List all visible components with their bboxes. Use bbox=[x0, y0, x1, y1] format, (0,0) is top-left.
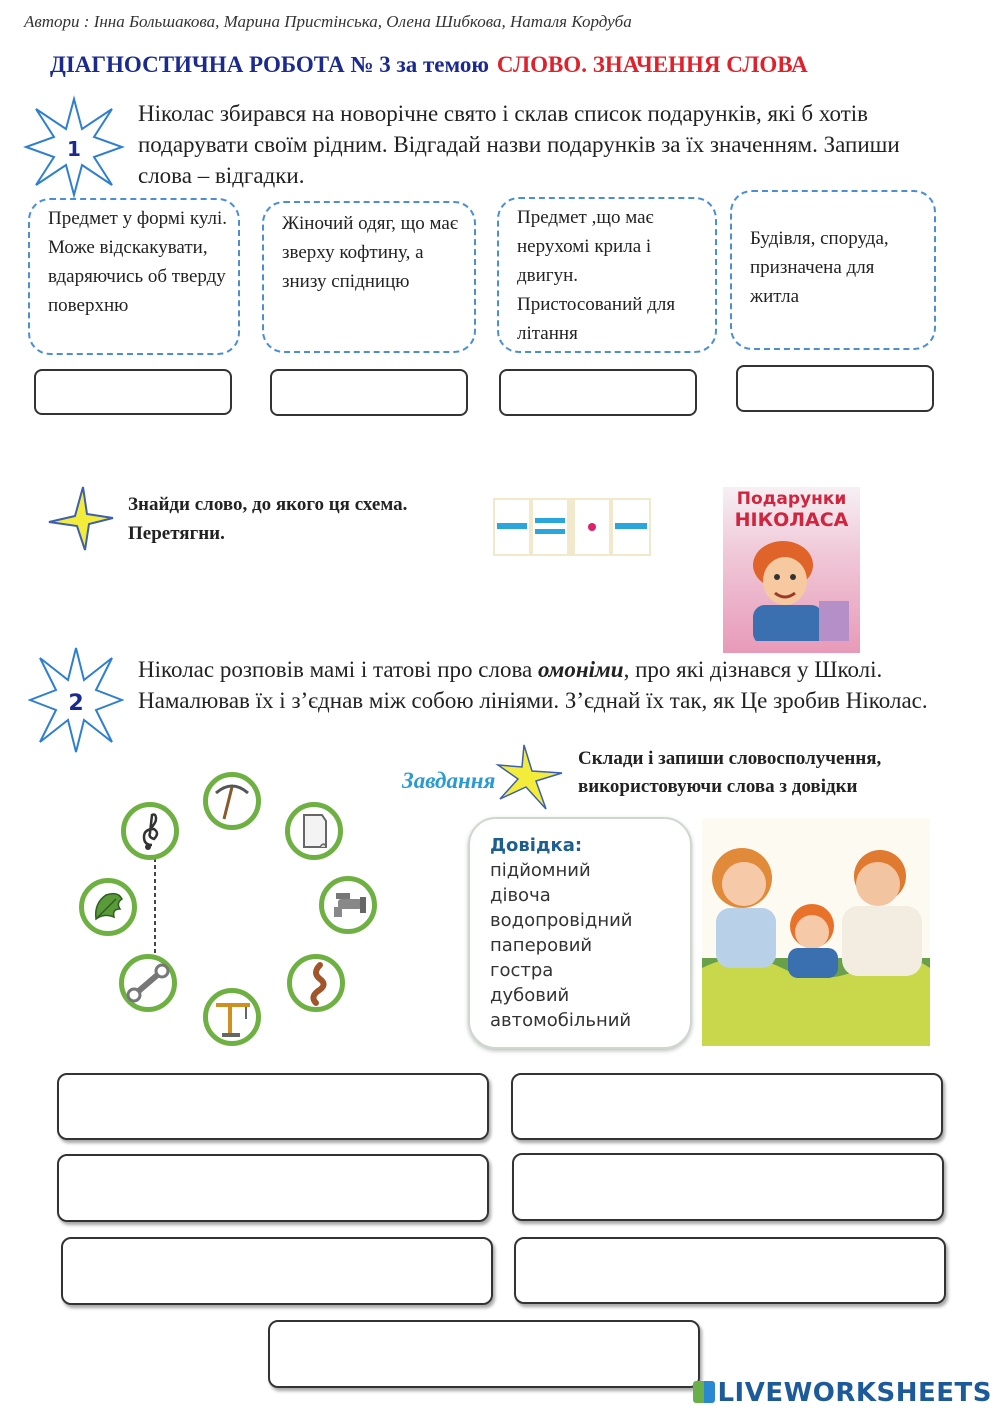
reference-word: паперовий bbox=[490, 935, 593, 956]
clue-house: Будівля, споруда, призначена для житла bbox=[730, 190, 936, 350]
treble-clef-icon[interactable] bbox=[121, 802, 179, 860]
reference-header: Довідка: bbox=[490, 835, 583, 856]
phrase-input-2[interactable] bbox=[511, 1073, 943, 1140]
task1-text: Ніколас збирався на новорічне свято і склав список подарунків, які б хотів подарувати своїм рідним. Відгадай назви подарунків за їх значенням. Запиши слова – відгадки. bbox=[138, 101, 900, 188]
boy-illustration-icon bbox=[723, 531, 860, 641]
title-prefix: ДІАГНОСТИЧНА РОБОТА № 3 за темою bbox=[50, 52, 489, 77]
clue-ball: Предмет у формі кулі. Може відскакувати, вдаряючись об тверду поверхню bbox=[28, 198, 240, 355]
task1-number: 1 bbox=[67, 137, 81, 161]
book-cover bbox=[723, 487, 860, 653]
word-scheme-icon[interactable] bbox=[493, 498, 651, 556]
task2-text-after: , про які дізнався у Школі. Намалював їх і з’єднав між собою лініями. З’єднай їх так, як Це зробив Ніколас. bbox=[138, 657, 928, 713]
task2-text-before: Ніколас розповів мамі і татові про слова bbox=[138, 657, 538, 682]
scheme-task-line2: Перетягни. bbox=[128, 523, 225, 544]
crane-icon[interactable] bbox=[203, 988, 261, 1046]
page-title bbox=[50, 52, 808, 78]
subtask-label: Завдання bbox=[402, 768, 496, 793]
worm-icon[interactable] bbox=[287, 954, 345, 1012]
task2-text bbox=[138, 654, 958, 716]
subtask-line2: використовуючи слова з довідки bbox=[578, 776, 858, 797]
reference-word: дубовий bbox=[490, 985, 570, 1006]
phrase-input-7[interactable] bbox=[268, 1320, 700, 1388]
wrench-icon[interactable] bbox=[119, 954, 177, 1012]
book-title-line2: НІКОЛАСА bbox=[734, 509, 849, 531]
phrase-input-1[interactable] bbox=[57, 1073, 489, 1140]
task2-text-emphasis: омоніми bbox=[538, 657, 624, 682]
logo-icon bbox=[693, 1381, 715, 1403]
yellow-star-icon bbox=[45, 484, 115, 554]
clue-airplane: Предмет ,що має нерухомі крила і двигун. Пристосований для літання bbox=[497, 197, 717, 353]
footer-text: LIVEWORKSHEETS bbox=[717, 1378, 992, 1408]
homonym-icons-area bbox=[75, 768, 395, 1048]
family-illustration-icon bbox=[702, 818, 930, 1046]
reference-word: водопровідний bbox=[490, 910, 633, 931]
authors-line: Автори : Інна Большакова, Марина Пристінська, Олена Шибкова, Наталя Кордуба bbox=[24, 12, 632, 31]
reference-box bbox=[468, 817, 692, 1049]
paper-sheet-icon[interactable] bbox=[285, 802, 343, 860]
task1-badge-icon bbox=[22, 95, 126, 199]
book-title-line1: Подарунки bbox=[736, 489, 847, 509]
answer-input-4[interactable] bbox=[736, 365, 934, 412]
phrase-input-6[interactable] bbox=[514, 1237, 946, 1304]
phrase-input-4[interactable] bbox=[512, 1153, 944, 1221]
clue-dress: Жіночий одяг, що має зверху кофтину, а знизу спідницю bbox=[262, 201, 476, 353]
oak-leaf-icon[interactable] bbox=[79, 878, 137, 936]
task2-number: 2 bbox=[68, 691, 84, 716]
water-tap-icon[interactable] bbox=[319, 876, 377, 934]
phrase-input-5[interactable] bbox=[61, 1237, 493, 1305]
reference-word: гостра bbox=[490, 960, 554, 981]
yellow-star-icon-2 bbox=[494, 743, 566, 811]
answer-input-1[interactable] bbox=[34, 369, 232, 415]
phrase-input-3[interactable] bbox=[57, 1154, 489, 1222]
reference-word: автомобільний bbox=[490, 1010, 632, 1031]
answer-input-3[interactable] bbox=[499, 369, 697, 416]
scheme-task-line1: Знайди слово, до якого ця схема. bbox=[128, 494, 408, 515]
subtask-line1: Склади і запиши словосполучення, bbox=[578, 748, 882, 769]
pickaxe-icon[interactable] bbox=[203, 772, 261, 830]
reference-word: дівоча bbox=[490, 885, 551, 906]
reference-word: підйомний bbox=[490, 860, 591, 881]
answer-input-2[interactable] bbox=[270, 369, 468, 416]
task2-badge-icon bbox=[28, 644, 124, 756]
title-topic: СЛОВО. ЗНАЧЕННЯ СЛОВА bbox=[496, 52, 808, 77]
liveworksheets-logo bbox=[693, 1378, 992, 1408]
